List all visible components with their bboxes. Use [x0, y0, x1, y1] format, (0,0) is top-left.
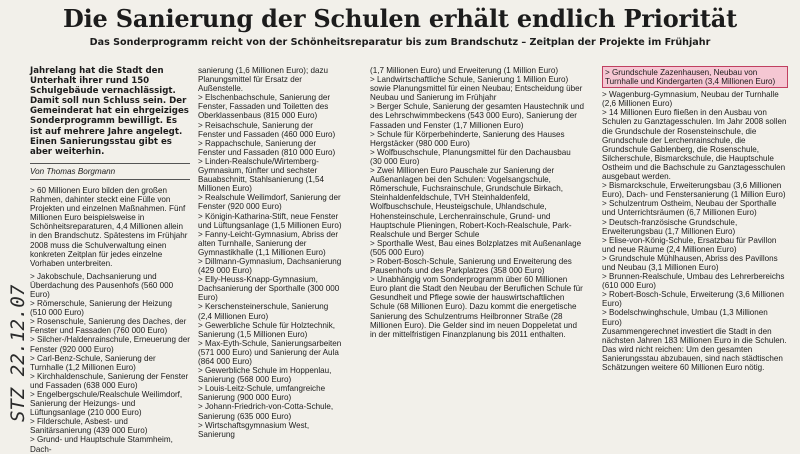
list-item: > Königin-Katharina-Stift, neue Fenster und Lüftungsanlage (1,5 Millionen Euro) — [198, 211, 342, 230]
divider — [30, 163, 190, 164]
list-item: > Gewerbliche Schule im Hoppenlau, Sanierung (568 000 Euro) — [198, 366, 332, 385]
highlighted-item: > Grundschule Zazenhausen, Neubau von Turnhalle und Kindergarten (3,4 Millionen Euro) — [602, 66, 788, 88]
list-item: > Rosenschule, Sanierung des Daches, der Fenster und Fassaden (760 000 Euro) — [30, 317, 187, 336]
list-item: > Schulzentrum Ostheim, Neubau der Sporthalle und Unterrichtsräumen (6,7 Millionen Euro) — [602, 199, 777, 218]
list-item: > Wagenburg-Gymnasium, Neubau der Turnhalle (2,6 Millionen Euro) — [602, 90, 779, 109]
list-item: > Kerschensteinerschule, Sanierung (2,4 Millionen Euro) — [198, 302, 329, 321]
headline: Die Sanierung der Schulen erhält endlich Priorität — [63, 4, 737, 33]
list-item: > Grundschule Mühlhausen, Abriss des Pavillons und Neubau (3,1 Millionen Euro) — [602, 253, 778, 272]
subheadline: Das Sonderprogramm reicht von der Schönheitsreparatur bis zum Brandschutz – Zeitplan der Projekte im Frühjahr — [89, 37, 711, 48]
list-item: > Gewerbliche Schule für Holztechnik, Sanierung (1,5 Millionen Euro) — [198, 320, 335, 339]
list-item: > Bodelschwinghschule, Umbau (1,3 Millionen Euro) — [602, 308, 768, 327]
list-item: > Landwirtschaftliche Schule, Sanierung 1 Million Euro) sowie Planungsmittel für einen Neubau; Entscheidung über Neubau und Sanierung im Frühjahr — [370, 75, 583, 103]
list-item: > Deutsch-französische Grundschule, Erweiterungsbau (1,7 Millionen Euro) — [602, 217, 738, 236]
list-item: > Linden-Realschule/Wirtemberg-Gymnasium, fünfter und sechster Bauabschnitt, Stahlsanierung (1,54 Millionen Euro) — [198, 156, 324, 194]
list-item: > Dillmann-Gymnasium, Dachsanierung (429 000 Euro) — [198, 256, 342, 276]
list-item: > Realschule Weilimdorf, Sanierung der Fenster (920 000 Euro) — [198, 193, 341, 212]
list-item: > Fanny-Leicht-Gymnasium, Abriss der alten Turnhalle, Sanierung der Gymnastikhalle (1,1 Millionen Euro) — [198, 229, 339, 257]
list-item: > Filderschule, Asbest- und Sanitärsanierung (439 000 Euro) — [30, 417, 148, 436]
author-byline: Von Thomas Borgmann — [30, 166, 116, 176]
list-item: Zusammengerechnet investiert die Stadt in den nächsten Jahren 183 Millionen Euro in die Schulen. Das wird nicht reichen: Um den gesamten Sanierungsstau abzubauen, sind nach städtischen Schätzungen weitere 60 Millionen Euro nötig. — [602, 326, 787, 372]
column-4 — [602, 66, 788, 372]
list-item: > Schule für Körperbehinderte, Sanierung des Hauses Hergstäcker (980 000 Euro) — [370, 129, 565, 148]
list-item: (1,7 Millionen Euro) und Erweiterung (1 Million Euro) — [370, 66, 559, 75]
handwritten-note: STZ 22.12.07 — [7, 284, 29, 422]
list-item: > Römerschule, Sanierung der Heizung (510 000 Euro) — [30, 299, 172, 318]
list-item: > Bismarckschule, Erweiterungsbau (3,6 Millionen Euro), Dach- und Fenstersanierung (1 Million Euro) — [602, 181, 786, 200]
list-item: > Engelbergschule/Realschule Weilimdorf, Sanierung der Heizungs- und Lüftungsanlage (210 000 Euro) — [30, 390, 183, 418]
list-item: > Johann-Friedrich-von-Cotta-Schule, Sanierung (635 000 Euro) — [198, 402, 334, 421]
lead-paragraph: Jahrelang hat die Stadt den Unterhalt ihrer rund 150 Schulgebäude vernachlässigt. Damit soll nun Schluss sein. Der Gemeinderat hat ein ehrgeiziges Sonderprogramm bewilligt. Es ist auf mehrere Jahre angelegt. Einen Sanierungsstau gibt es aber weiterhin. — [30, 66, 189, 157]
list-item: > Kirchhaldenschule, Sanierung der Fenster und Fassaden (638 000 Euro) — [30, 371, 189, 390]
list-item: > Silcher-/Haldenrainschule, Erneuerung der Fenster (920 000 Euro) — [30, 335, 190, 354]
list-item: > Reisachschule, Sanierung der Fenster und Fassaden (460 000 Euro) — [198, 120, 336, 139]
list-item: > Elly-Heuss-Knapp-Gymnasium, Dachsanierung der Sporthalle (300 000 Euro) — [198, 275, 340, 303]
list-item: > Carl-Benz-Schule, Sanierung der Turnhalle (1,2 Millionen Euro) — [30, 353, 156, 372]
project-list-col4 — [602, 90, 788, 372]
list-item: > Unabhängig vom Sonderprogramm über 60 Millionen Euro plant die Stadt den Neubau der Beruflichen Schule für Gesundheit und Pflege sowie der hauswirtschaftlichen Schule (68 Millionen Euro). Dazu kommt die energetische Sanierung des Schulzentrums Heilbronner Straße (28 Millionen Euro). Die Gelder sind im neuen Doppeletat und in der mittelfristigen Finanzplanung bis 2011 enthalten. — [370, 275, 583, 339]
list-item: > Wolfbuschschule, Planungsmittel für den Dachausbau (30 000 Euro) — [370, 147, 571, 166]
list-item: > Wirtschaftsgymnasium West, Sanierung — [198, 420, 310, 439]
list-item: > Max-Eyth-Schule, Sanierungsarbeiten (571 000 Euro) und Sanierung der Aula (864 000 Euro) — [198, 338, 342, 366]
project-list-col2 — [198, 66, 342, 439]
list-item: > Zwei Millionen Euro Pauschale zur Sanierung der Außenanlagen bei den Schulen: Vogelsangschule, Römerschule, Fuchsrainschule, Grundschule Birkach, Steinhaldenfeldschule, TVH Steinhaldenfeld, Wolfbuschschule, Heusteigschule, Uhlandschule, Hohensteinschule, Lerchenrainschule, Grund- und Hauptschule Plieningen, Robert-Koch-Realschule, Park-Realschule und Berger Schule — [370, 166, 572, 239]
list-item: > 14 Millionen Euro fließen in den Ausbau von Schulen zu Ganztagesschulen. Im Jahr 2008 sollen die Grundschule der Rosensteinschule, die Grundschule der Lerchenrainschule, die Grundschule Gablenberg, die Rosenschule, Silcherschule, Bismarckschule, die Hauptschule Ostheim und die Bachschule zu Ganztagesschulen ausgebaut werden. — [602, 108, 787, 182]
list-item: sanierung (1,6 Millionen Euro); dazu Planungsmittel für Ersatz der Außenstelle. — [198, 66, 329, 94]
handwritten-date-stamp — [2, 160, 34, 430]
list-item: > Rappachschule, Sanierung der Fenster und Fassaden (810 000 Euro) — [198, 138, 336, 157]
column-2 — [198, 66, 342, 439]
list-item: > Robert-Bosch-Schule, Erweiterung (3,6 Millionen Euro) — [602, 290, 784, 309]
list-item: > Brunnen-Realschule, Umbau des Lehrerbereichs (610 000 Euro) — [602, 272, 785, 291]
list-item: > Sporthalle West, Bau eines Bolzplatzes mit Außenanlage (505 000 Euro) — [370, 238, 582, 257]
divider — [30, 179, 190, 180]
list-item: > Robert-Bosch-Schule, Sanierung und Erweiterung des Pausenhofs und des Parkplatzes (358 000 Euro) — [370, 256, 572, 276]
list-item: > Grund- und Hauptschule Stammheim, Dach- — [30, 435, 173, 454]
list-item: > Elise-von-König-Schule, Ersatzbau für Pavillon und neue Räume (2,4 Millionen Euro) — [602, 235, 777, 254]
column-1 — [30, 66, 190, 454]
column-3 — [370, 66, 584, 339]
project-list-col1 — [30, 272, 190, 454]
list-item: > Jakobschule, Dachsanierung und Überdachung des Pausenhofs (560 000 Euro) — [30, 271, 174, 299]
list-item: > Elschenbachschule, Sanierung der Fenster, Fassaden und Toiletten des Oberklassenbaus (815 000 Euro) — [198, 93, 331, 121]
list-item: > Louis-Leitz-Schule, umfangreiche Sanierung (900 000 Euro) — [198, 384, 326, 403]
project-list-col3 — [370, 66, 584, 339]
intro-paragraph: > 60 Millionen Euro bilden den großen Rahmen, dahinter steckt eine Fülle von Projekten und einzelnen Maßnahmen. Fünf Millionen Euro beispielsweise in Schönheitsreparaturen, 4,4 Millionen allein in den Brandschutz. Spätestens im Frühjahr 2008 muss die Schulverwaltung einen konkreten Zeitplan für jedes einzelne Vorhaben unterbreiten. — [30, 185, 188, 268]
list-item: > Berger Schule, Sanierung der gesamten Haustechnik und des Lehrschwimmbeckens (543 000 Euro), Sanierung der Fassaden und Fenster (1,7 Millionen Euro) — [370, 102, 584, 130]
